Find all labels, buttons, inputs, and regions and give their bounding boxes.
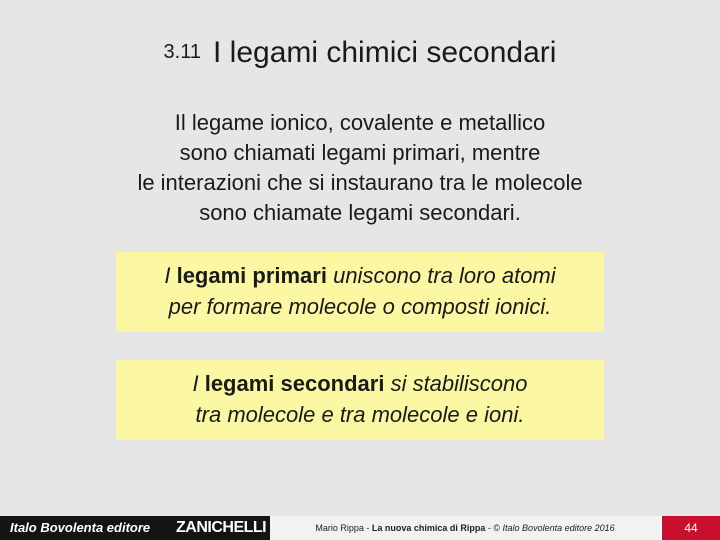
box-text: uniscono tra loro atomi bbox=[326, 263, 556, 288]
copyright: Italo Bovolenta editore 2016 bbox=[502, 523, 615, 533]
intro-line: le interazioni che si instaurano tra le molecole bbox=[137, 170, 583, 195]
separator: - © bbox=[485, 523, 503, 533]
box-line: per formare molecole o composti ionici. bbox=[168, 294, 552, 319]
box-term: legami primari bbox=[176, 263, 327, 288]
intro-line: Il legame ionico, covalente e metallico bbox=[174, 110, 546, 135]
author: Mario Rippa - bbox=[315, 523, 372, 533]
box-term: legami secondari bbox=[204, 371, 385, 396]
primary-bonds-box bbox=[116, 252, 604, 332]
box-text: I bbox=[164, 263, 177, 288]
box-text: I bbox=[192, 371, 205, 396]
publisher-logo bbox=[0, 516, 270, 540]
section-number: 3.11 bbox=[163, 41, 201, 63]
book-title: La nuova chimica di Rippa bbox=[371, 523, 486, 533]
secondary-bonds-box bbox=[116, 360, 604, 440]
intro-line: sono chiamati legami primari, mentre bbox=[179, 140, 541, 165]
box-line bbox=[116, 368, 604, 399]
page-number: 44 bbox=[662, 516, 720, 540]
footer bbox=[0, 516, 720, 540]
credit-line bbox=[270, 516, 660, 540]
zanichelli-logo: ZANICHELLI bbox=[176, 519, 267, 536]
box-line: tra molecole e tra molecole e ioni. bbox=[195, 402, 525, 427]
publisher-name: Italo Bovolenta editore bbox=[10, 520, 151, 535]
title-text: I legami chimici secondari bbox=[212, 36, 557, 69]
intro-paragraph bbox=[60, 108, 660, 228]
box-text: si stabiliscono bbox=[384, 371, 528, 396]
intro-line: sono chiamate legami secondari. bbox=[199, 200, 521, 225]
box-line bbox=[116, 260, 604, 291]
slide-title bbox=[0, 36, 720, 70]
